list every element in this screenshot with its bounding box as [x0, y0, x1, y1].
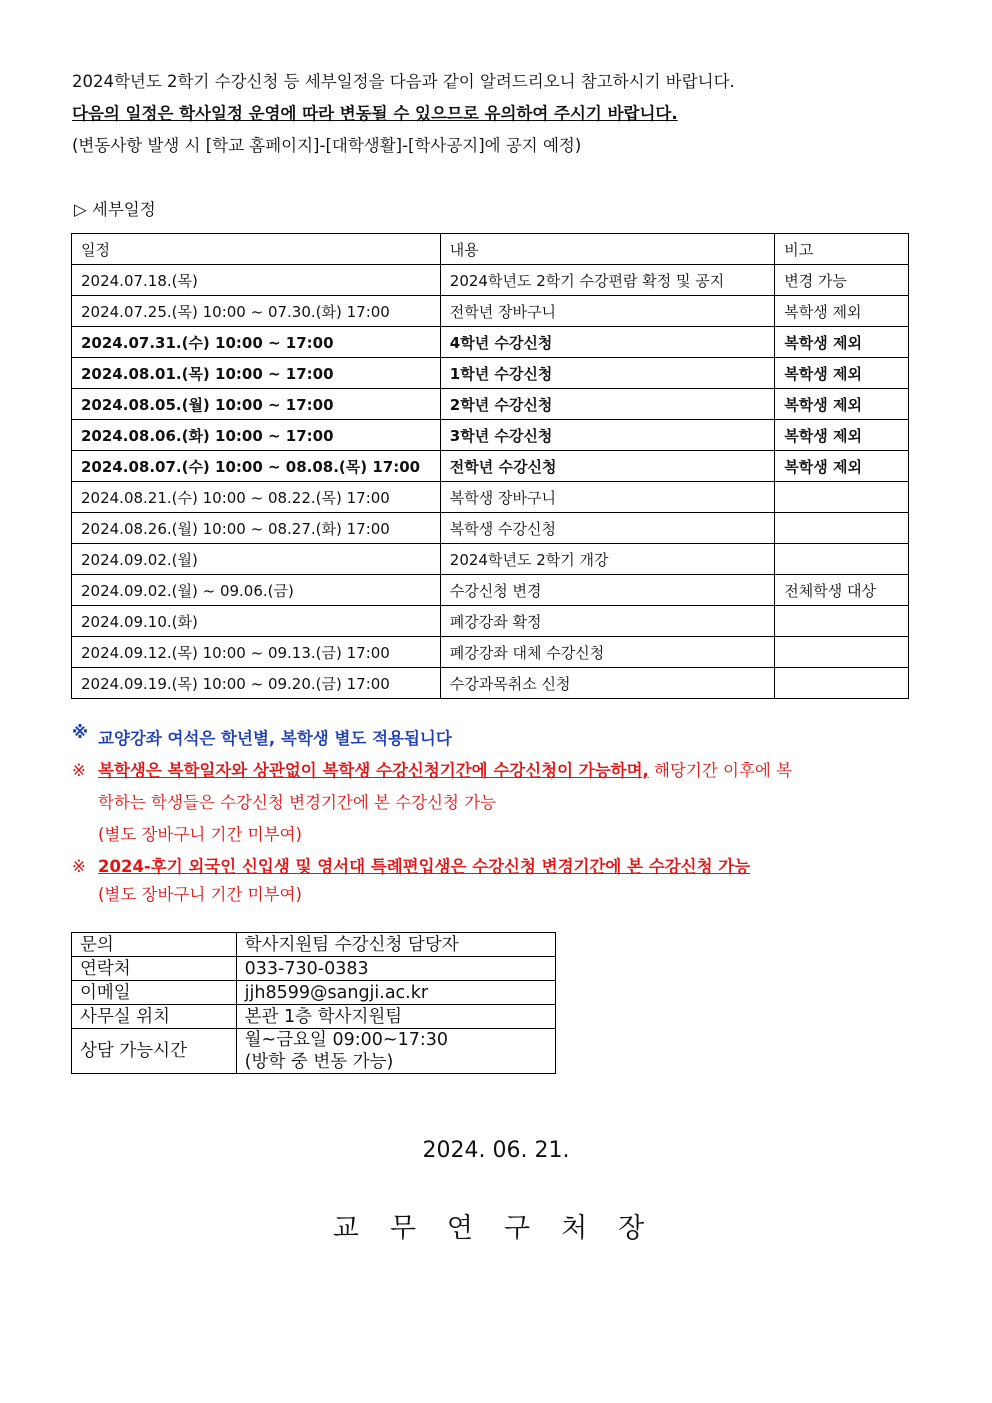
- schedule-date-cell: 2024.09.12.(목) 10:00 ~ 09.13.(금) 17:00: [72, 637, 441, 668]
- schedule-content-cell: 폐강강좌 확정: [440, 606, 775, 637]
- contact-hours-line-2: (방학 중 변동 가능): [244, 1052, 394, 1072]
- schedule-note-cell: 복학생 제외: [775, 296, 909, 327]
- schedule-content-cell: 복학생 장바구니: [440, 482, 775, 513]
- schedule-note-cell: [775, 482, 909, 513]
- schedule-row: [72, 482, 909, 513]
- schedule-row: [72, 358, 909, 389]
- schedule-row: [72, 606, 909, 637]
- contact-hours-label: 상담 가능시간: [72, 1029, 237, 1074]
- schedule-content-cell: 4학년 수강신청: [440, 327, 775, 358]
- intro: [72, 66, 932, 162]
- schedule-note-cell: [775, 606, 909, 637]
- contact-phone-label: 연락처: [72, 957, 237, 981]
- note-2-mark: ※: [72, 761, 86, 780]
- contact-inquiry-label: 문의: [72, 933, 237, 957]
- contact-office-value: 본관 1층 학사지원팀: [236, 1005, 555, 1029]
- note-1-text: 교양강좌 여석은 학년별, 복학생 별도 적용됩니다: [98, 729, 452, 748]
- schedule-row: [72, 513, 909, 544]
- schedule-content-cell: 1학년 수강신청: [440, 358, 775, 389]
- schedule-date-cell: 2024.07.18.(목): [72, 265, 441, 296]
- header-date: 일정: [72, 234, 441, 265]
- contact-row-office: [72, 1005, 556, 1029]
- schedule-row: [72, 668, 909, 699]
- note-2-line-2: 학하는 학생들은 수강신청 변경기간에 본 수강신청 가능: [98, 793, 497, 812]
- schedule-date-cell: 2024.08.26.(월) 10:00 ~ 08.27.(화) 17:00: [72, 513, 441, 544]
- schedule-content-cell: 복학생 수강신청: [440, 513, 775, 544]
- contact-email-value: jjh8599@sangji.ac.kr: [236, 981, 555, 1005]
- schedule-row: [72, 296, 909, 327]
- schedule-content-cell: 2024학년도 2학기 수강편람 확정 및 공지: [440, 265, 775, 296]
- schedule-content-cell: 전학년 수강신청: [440, 451, 775, 482]
- schedule-row: [72, 544, 909, 575]
- section-title: ▷ 세부일정: [74, 200, 156, 219]
- schedule-note-cell: [775, 637, 909, 668]
- contact-email-label: 이메일: [72, 981, 237, 1005]
- note-2-rest: 해당기간 이후에 복: [648, 761, 793, 780]
- schedule-content-cell: 2학년 수강신청: [440, 389, 775, 420]
- contact-hours-line-1: 월~금요일 09:00~17:30: [244, 1030, 449, 1050]
- schedule-date-cell: 2024.09.19.(목) 10:00 ~ 09.20.(금) 17:00: [72, 668, 441, 699]
- schedule-row: [72, 451, 909, 482]
- intro-line-3: (변동사항 발생 시 [학교 홈페이지]-[대학생활]-[학사공지]에 공지 예정): [72, 136, 582, 155]
- note-3-line-2: (별도 장바구니 기간 미부여): [98, 885, 302, 904]
- schedule-date-cell: 2024.08.05.(월) 10:00 ~ 17:00: [72, 389, 441, 420]
- contact-inquiry-value: 학사지원팀 수강신청 담당자: [236, 933, 555, 957]
- schedule-header-row: [72, 234, 909, 265]
- intro-line-2-notice: 다음의 일정은 학사일정 운영에 따라 변동될 수 있으므로 유의하여 주시기 바랍니다.: [72, 104, 678, 123]
- schedule-content-cell: 폐강강좌 대체 수강신청: [440, 637, 775, 668]
- contact-row-hours: [72, 1029, 556, 1074]
- schedule-date-cell: 2024.08.06.(화) 10:00 ~ 17:00: [72, 420, 441, 451]
- schedule-content-cell: 3학년 수강신청: [440, 420, 775, 451]
- schedule-content-cell: 수강과목취소 신청: [440, 668, 775, 699]
- note-2-emphasis: 복학생은 복학일자와 상관없이 복학생 수강신청기간에 수강신청이 가능하며,: [98, 761, 649, 780]
- schedule-date-cell: 2024.09.10.(화): [72, 606, 441, 637]
- header-note: 비고: [775, 234, 909, 265]
- schedule-date-cell: 2024.07.31.(수) 10:00 ~ 17:00: [72, 327, 441, 358]
- schedule-content-cell: 2024학년도 2학기 개강: [440, 544, 775, 575]
- contact-row-inquiry: [72, 933, 556, 957]
- schedule-date-cell: 2024.08.21.(수) 10:00 ~ 08.22.(목) 17:00: [72, 482, 441, 513]
- note-3-emphasis: 2024-후기 외국인 신입생 및 영서대 특례편입생은 수강신청 변경기간에 본 수강신청 가능: [98, 857, 751, 876]
- schedule-note-cell: 복학생 제외: [775, 327, 909, 358]
- schedule-table: [71, 233, 909, 699]
- schedule-content-cell: 수강신청 변경: [440, 575, 775, 606]
- schedule-date-cell: 2024.08.01.(목) 10:00 ~ 17:00: [72, 358, 441, 389]
- document-date: 2024. 06. 21.: [422, 1138, 570, 1163]
- schedule-row: [72, 389, 909, 420]
- schedule-row: [72, 265, 909, 296]
- schedule-note-cell: 복학생 제외: [775, 420, 909, 451]
- schedule-row: [72, 575, 909, 606]
- contact-office-label: 사무실 위치: [72, 1005, 237, 1029]
- note-1-mark: ※: [72, 723, 89, 742]
- schedule-note-cell: [775, 513, 909, 544]
- contact-row-phone: [72, 957, 556, 981]
- note-1: [72, 723, 932, 755]
- note-2: [72, 755, 932, 851]
- contact-table: [71, 932, 556, 1074]
- schedule-date-cell: 2024.09.02.(월) ~ 09.06.(금): [72, 575, 441, 606]
- schedule-row: [72, 327, 909, 358]
- schedule-body: [72, 265, 909, 699]
- schedule-row: [72, 420, 909, 451]
- note-2-line-3: (별도 장바구니 기간 미부여): [98, 825, 302, 844]
- contact-hours-value: [236, 1029, 555, 1074]
- header-content: 내용: [440, 234, 775, 265]
- schedule-date-cell: 2024.09.02.(월): [72, 544, 441, 575]
- notes: [72, 723, 932, 907]
- note-3-mark: ※: [72, 857, 86, 876]
- intro-line-1: 2024학년도 2학기 수강신청 등 세부일정을 다음과 같이 알려드리오니 참고하시기 바랍니다.: [72, 72, 735, 91]
- schedule-content-cell: 전학년 장바구니: [440, 296, 775, 327]
- contact-phone-value: 033-730-0383: [236, 957, 555, 981]
- schedule-note-cell: 복학생 제외: [775, 389, 909, 420]
- schedule-note-cell: [775, 668, 909, 699]
- schedule-note-cell: 변경 가능: [775, 265, 909, 296]
- schedule-note-cell: [775, 544, 909, 575]
- note-3: [72, 851, 932, 907]
- schedule-date-cell: 2024.07.25.(목) 10:00 ~ 07.30.(화) 17:00: [72, 296, 441, 327]
- contact-row-email: [72, 981, 556, 1005]
- schedule-row: [72, 637, 909, 668]
- office-title: 교무연구처장: [332, 1213, 676, 1244]
- schedule-note-cell: 복학생 제외: [775, 451, 909, 482]
- schedule-note-cell: 복학생 제외: [775, 358, 909, 389]
- schedule-note-cell: 전체학생 대상: [775, 575, 909, 606]
- schedule-date-cell: 2024.08.07.(수) 10:00 ~ 08.08.(목) 17:00: [72, 451, 441, 482]
